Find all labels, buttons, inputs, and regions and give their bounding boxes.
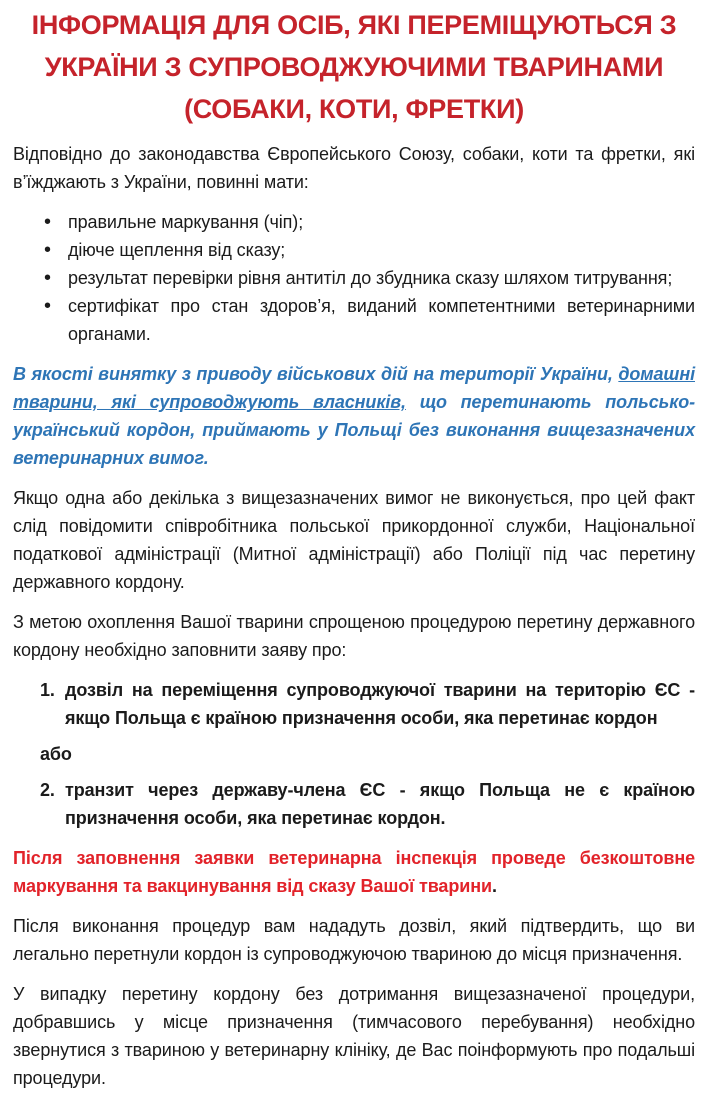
or-label: або	[40, 744, 72, 764]
application-item-2	[13, 776, 695, 832]
application-item-1	[13, 676, 695, 732]
application-intro-paragraph: З метою охоплення Вашої тварини спрощеною процедурою перетину державного кордону необхідно заповнити заяву про:	[13, 612, 695, 660]
application-item-2-number: 2.	[40, 780, 55, 800]
free-services-paragraph	[13, 844, 695, 900]
list-item: • діюче щеплення від сказу;	[13, 236, 695, 264]
page-title-line-1: ІНФОРМАЦІЯ ДЛЯ ОСІБ, ЯКІ ПЕРЕМІЩУЮТЬСЯ З	[31, 10, 677, 40]
list-item: • правильне маркування (чіп);	[13, 208, 695, 236]
page-title-line-2: УКРАЇНИ З СУПРОВОДЖУЮЧИМИ ТВАРИНАМИ	[44, 52, 664, 82]
page-title	[13, 4, 695, 130]
list-item: • результат перевірки рівня антитіл до збудника сказу шляхом титрування;	[13, 264, 695, 292]
intro-paragraph: Відповідно до законодавства Європейського Союзу, собаки, коти та фретки, які в’їжджають з України, повинні мати:	[13, 144, 695, 192]
noncompliance-paragraph: Якщо одна або декілька з вищезазначених вимог не виконується, про цей факт слід повідомити співробітника польської прикордонної служби, Національної податкової адміністрації (Митної адміністрації) або Поліції під час перетину державного кордону.	[13, 488, 695, 592]
exception-text-end: що перетинають польсько-український кордон, приймають у Польщі без виконання вищезазначених ветеринарних вимог.	[13, 392, 696, 468]
exception-text-underlined: домашні тварини, які супроводжують власників,	[13, 364, 695, 412]
clinic-paragraph: У випадку перетину кордону без дотримання вищезазначеної процедури, добравшись у місце призначення (тимчасового перебування) необхідно звернутися з твариною у ветеринарну клініку, де Вас поінформують про подальші процедури.	[13, 984, 695, 1088]
application-item-2-text: транзит через державу-члена ЄС - якщо Польща не є країною призначення особи, яка перетинає кордон.	[65, 780, 695, 828]
list-item: • сертифікат про стан здоров’я, виданий компетентними ветеринарними органами.	[13, 292, 695, 348]
free-services-period: .	[491, 876, 497, 896]
page-title-line-3: (СОБАКИ, КОТИ, ФРЕТКИ)	[184, 94, 524, 124]
free-services-text: Після заповнення заявки ветеринарна інспекція проведе безкоштовне маркування та вакцинування від сказу Вашої тварини	[13, 848, 695, 896]
application-item-1-number: 1.	[40, 680, 55, 700]
exception-paragraph	[13, 360, 695, 472]
permit-paragraph: Після виконання процедур вам нададуть дозвіл, який підтвердить, що ви легально перетнули кордон із супроводжуючою твариною до місця призначення.	[13, 916, 695, 964]
requirements-list	[13, 208, 695, 348]
exception-text-start: В якості винятку з приводу військових дій на території України,	[13, 364, 619, 384]
application-item-1-text: дозвіл на переміщення супроводжуючої тварини на територію ЄС - якщо Польща є країною призначення особи, яка перетинає кордон	[65, 680, 695, 728]
